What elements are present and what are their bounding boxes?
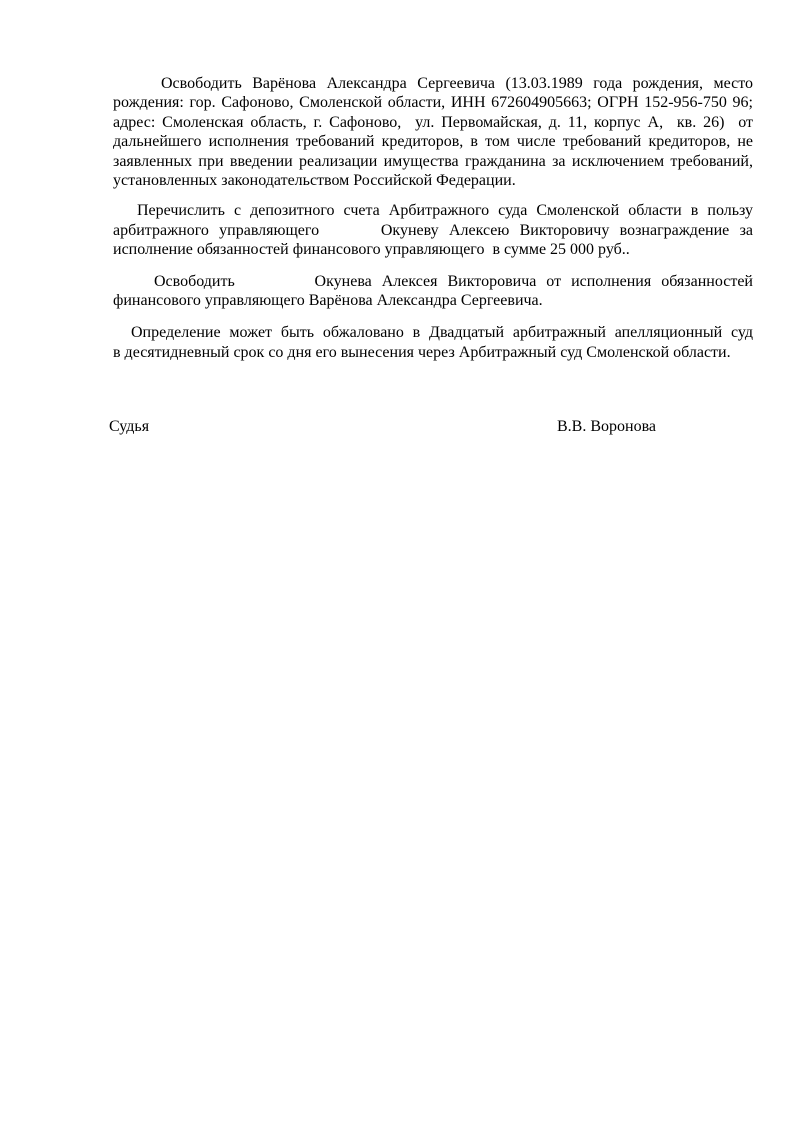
paragraph-release-manager [113,272,753,311]
text-line: установленных законодательством Российской Федерации. [113,172,516,190]
text-line: Определение может быть обжаловано в Двадцатый арбитражный апелляционный суд [131,324,753,342]
text-line: исполнение обязанностей финансового управляющего в сумме 25 000 руб.. [113,241,630,259]
paragraph-appeal-notice [113,323,753,362]
paragraph-transfer-remuneration [113,201,753,259]
text-line: арбитражного управляющего Окуневу Алексею Викторовичу вознаграждение за [113,221,753,239]
text-line: рождения: гор. Сафоново, Смоленской области, ИНН 672604905663; ОГРН 152-956-750 96; [113,94,753,112]
text-line: заявленных при введении реализации имущества гражданина за исключением требований, [113,152,753,170]
text-line: в десятидневный срок со дня его вынесения через Арбитражный суд Смоленской области. [113,343,731,361]
signature-row [109,417,753,437]
paragraph-release-debtor [113,74,753,190]
text-line: Освободить Окунева Алексея Викторовича от исполнения обязанностей [154,272,753,290]
text-line: адрес: Смоленская область, г. Сафоново, ул. Первомайская, д. 11, корпус А, кв. 26) от [113,113,753,131]
judge-title: Судья [109,418,150,436]
judge-name: В.В. Воронова [557,418,657,436]
text-line: финансового управляющего Варёнова Александра Сергеевича. [113,292,543,310]
text-line: дальнейшего исполнения требований кредиторов, в том числе требований кредиторов, не [113,133,753,151]
text-line: Перечислить с депозитного счета Арбитражного суда Смоленской области в пользу [137,202,753,220]
text-line: Освободить Варёнова Александра Сергеевича (13.03.1989 года рождения, место [161,75,753,92]
document-body [109,74,753,437]
